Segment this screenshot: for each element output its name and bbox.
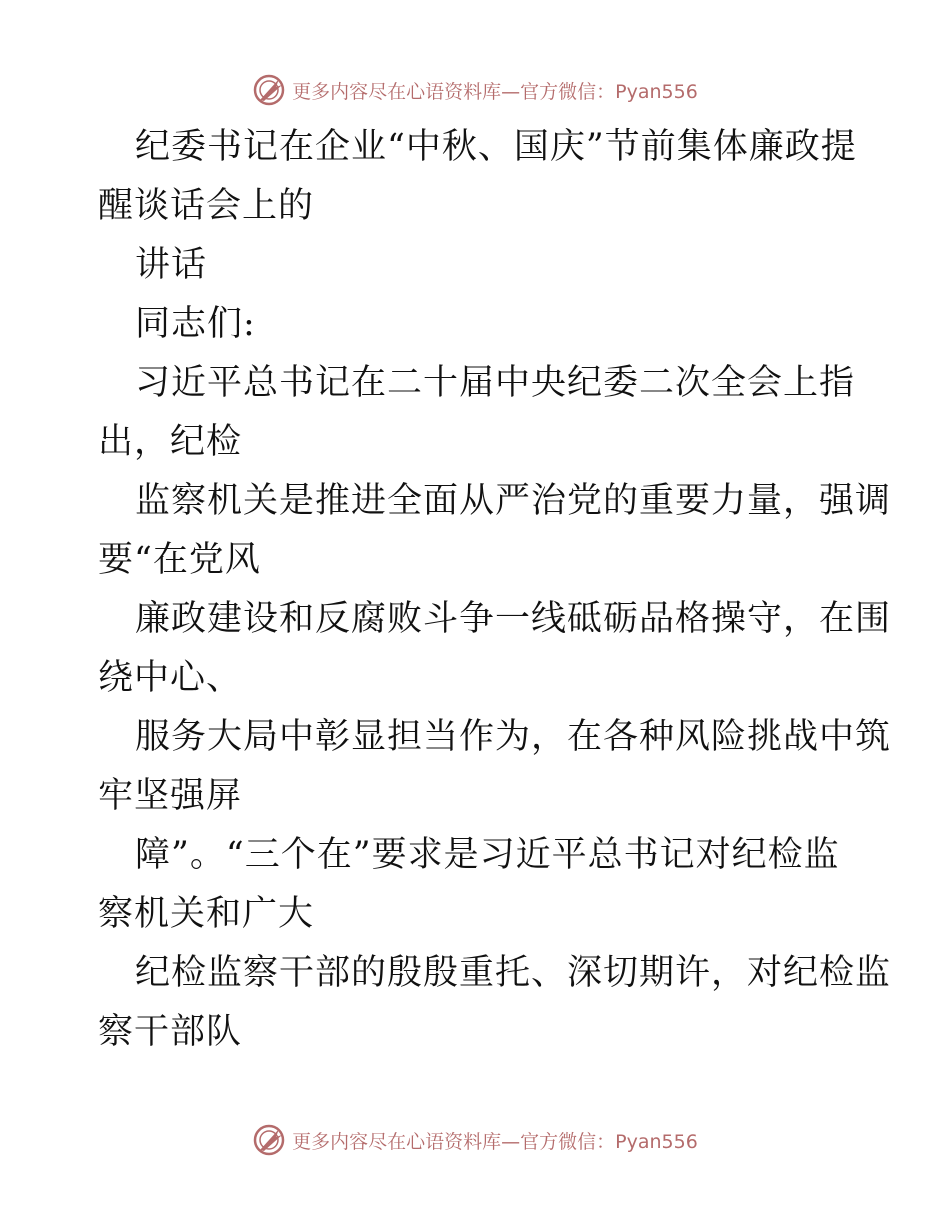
paragraph-line: 绕中心、	[98, 658, 243, 698]
quill-seal-icon	[252, 73, 286, 107]
paragraph-line: 察机关和广大	[98, 894, 315, 934]
title-line-1: 纪委书记在企业“中秋、国庆”节前集体廉政提	[135, 127, 857, 167]
paragraph-line: 障”。“三个在”要求是习近平总书记对纪检监	[135, 835, 840, 875]
paragraph-line: 监察机关是推进全面从严治党的重要力量，强调	[135, 481, 892, 521]
document-body	[98, 118, 892, 1062]
paragraph-line: 出，纪检	[98, 422, 243, 462]
paragraph-line: 纪检监察干部的殷殷重托、深切期许，对纪检监	[135, 953, 892, 993]
salutation: 同志们:	[135, 304, 256, 344]
paragraph-line: 察干部队	[98, 1012, 243, 1052]
watermark-text: 更多内容尽在心语资料库—官方微信：Pyan556	[292, 1130, 698, 1153]
paragraph-line: 牢坚强屏	[98, 776, 243, 816]
watermark-text: 更多内容尽在心语资料库—官方微信：Pyan556	[292, 80, 698, 103]
paragraph-line: 廉政建设和反腐败斗争一线砥砺品格操守，在围	[135, 599, 892, 639]
quill-seal-icon	[252, 1123, 286, 1157]
watermark-banner-top	[0, 70, 950, 110]
paragraph-line: 服务大局中彰显担当作为，在各种风险挑战中筑	[135, 717, 892, 757]
title-line-2: 醒谈话会上的	[98, 186, 315, 226]
watermark-banner-bottom	[0, 1120, 950, 1160]
title-line-3: 讲话	[135, 245, 208, 285]
paragraph-line: 要“在党风	[98, 540, 261, 580]
paragraph-line: 习近平总书记在二十届中央纪委二次全会上指	[135, 363, 856, 403]
